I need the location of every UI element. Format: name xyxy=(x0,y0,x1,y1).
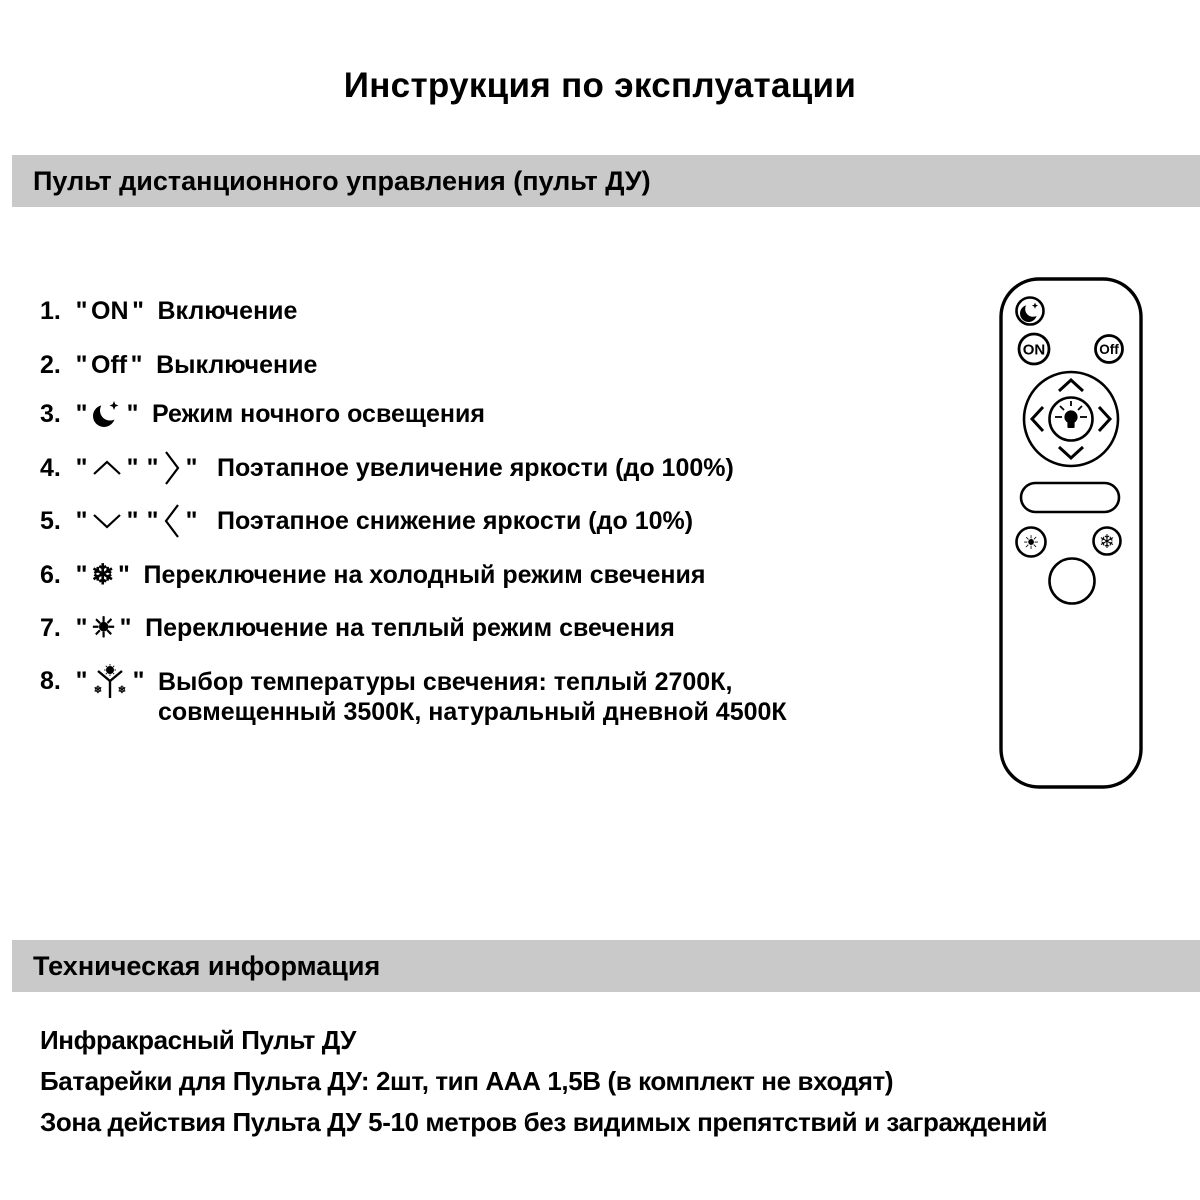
remote-night-mode-button xyxy=(1017,298,1044,325)
close-quote: " xyxy=(126,399,139,428)
close-quote: " xyxy=(132,296,144,325)
section-heading-tech xyxy=(12,940,1200,992)
color-temperature-select-icon xyxy=(91,664,129,700)
mini-sun-icon xyxy=(106,666,114,674)
list-item-brightness-up xyxy=(40,453,734,483)
open-quote: " xyxy=(75,453,88,482)
item-label: Включение xyxy=(157,296,298,325)
snowflake-icon: ❄ xyxy=(91,559,115,590)
mini-snowflake-icon: ❄ xyxy=(117,685,127,696)
remote-cold-button xyxy=(1094,528,1121,555)
close-quote: " xyxy=(185,506,198,535)
item-number: 1. xyxy=(40,296,61,325)
list-item-on xyxy=(40,296,297,326)
close-quote: " xyxy=(132,667,145,695)
dpad-down-chevron xyxy=(1059,447,1083,458)
light-bulb-icon xyxy=(1055,401,1087,428)
chevron-left-icon xyxy=(162,502,182,540)
on-button-label: ON xyxy=(91,296,129,325)
list-item-off xyxy=(40,350,317,380)
tech-info-line-batteries: Батарейки для Пульта ДУ: 2шт, тип ААА 1,5В (в комплект не входят) xyxy=(40,1066,894,1096)
svg-text:ON: ON xyxy=(1022,341,1046,359)
list-item-temperature-select xyxy=(40,667,787,726)
mini-snowflake-icon: ❄ xyxy=(93,685,103,696)
close-quote: " xyxy=(118,560,130,589)
list-item-cold-mode xyxy=(40,560,705,590)
item-label: Поэтапное увеличение яркости (до 100%) xyxy=(217,453,734,482)
open-quote: " xyxy=(75,350,88,379)
item-label: Переключение на теплый режим свечения xyxy=(145,613,675,642)
sun-icon: ☀ xyxy=(91,612,117,643)
section-heading-tech-label: Техническая информация xyxy=(33,950,381,981)
open-quote: " xyxy=(75,667,88,695)
page-title: Инструкция по эксплуатации xyxy=(343,66,857,105)
open-quote: " xyxy=(146,453,159,482)
item-number: 2. xyxy=(40,350,61,379)
tech-info-line-range: Зона действия Пульта ДУ 5-10 метров без видимых препятствий и заграждений xyxy=(40,1107,1048,1137)
remote-dpad xyxy=(1024,372,1118,466)
item-number: 5. xyxy=(40,506,61,535)
item-label-line1: Выбор температуры свечения: теплый 2700К, xyxy=(158,668,733,696)
close-quote: " xyxy=(119,613,132,642)
remote-control-illustration xyxy=(997,272,1147,792)
list-item-warm-mode xyxy=(40,613,675,643)
item-label: Выключение xyxy=(156,350,318,379)
close-quote: " xyxy=(126,453,139,482)
close-quote: " xyxy=(185,453,198,482)
sun-icon: ☀ xyxy=(1022,533,1040,554)
snowflake-icon: ❄ xyxy=(1099,532,1115,553)
open-quote: " xyxy=(75,296,88,325)
item-number: 6. xyxy=(40,560,61,589)
item-number: 8. xyxy=(40,667,61,695)
list-item-night-mode xyxy=(40,399,485,429)
dpad-right-chevron xyxy=(1099,407,1110,431)
open-quote: " xyxy=(75,399,88,428)
open-quote: " xyxy=(146,506,159,535)
item-label-line2: совмещенный 3500К, натуральный дневной 4500К xyxy=(158,698,787,726)
remote-off-button xyxy=(1096,336,1123,363)
item-number: 7. xyxy=(40,613,61,642)
list-item-brightness-down xyxy=(40,506,693,536)
dpad-left-chevron xyxy=(1032,407,1043,431)
crescent-moon-icon xyxy=(91,398,123,430)
chevron-right-icon xyxy=(162,449,182,487)
open-quote: " xyxy=(75,506,88,535)
close-quote: " xyxy=(130,350,143,379)
dpad-up-chevron xyxy=(1059,380,1083,391)
item-label xyxy=(158,667,787,727)
item-label: Переключение на холодный режим свечения xyxy=(143,560,706,589)
item-label: Режим ночного освещения xyxy=(152,399,485,428)
section-heading-remote-label: Пульт дистанционного управления (пульт ДУ) xyxy=(33,165,651,196)
svg-text:Off: Off xyxy=(1099,342,1119,357)
item-number: 3. xyxy=(40,399,61,428)
open-quote: " xyxy=(75,560,88,589)
item-number: 4. xyxy=(40,453,61,482)
remote-blank-button xyxy=(1050,559,1095,604)
section-heading-remote xyxy=(12,155,1200,207)
open-quote: " xyxy=(75,613,88,642)
tech-info-line-ir: Инфракрасный Пульт ДУ xyxy=(40,1025,357,1055)
item-label: Поэтапное снижение яркости (до 10%) xyxy=(217,506,694,535)
chevron-up-icon xyxy=(91,458,123,478)
chevron-down-icon xyxy=(91,511,123,531)
remote-warm-button xyxy=(1017,528,1046,557)
off-button-label: Off xyxy=(91,350,128,379)
remote-on-button xyxy=(1019,334,1049,364)
remote-pill-button xyxy=(1021,483,1119,512)
close-quote: " xyxy=(126,506,139,535)
